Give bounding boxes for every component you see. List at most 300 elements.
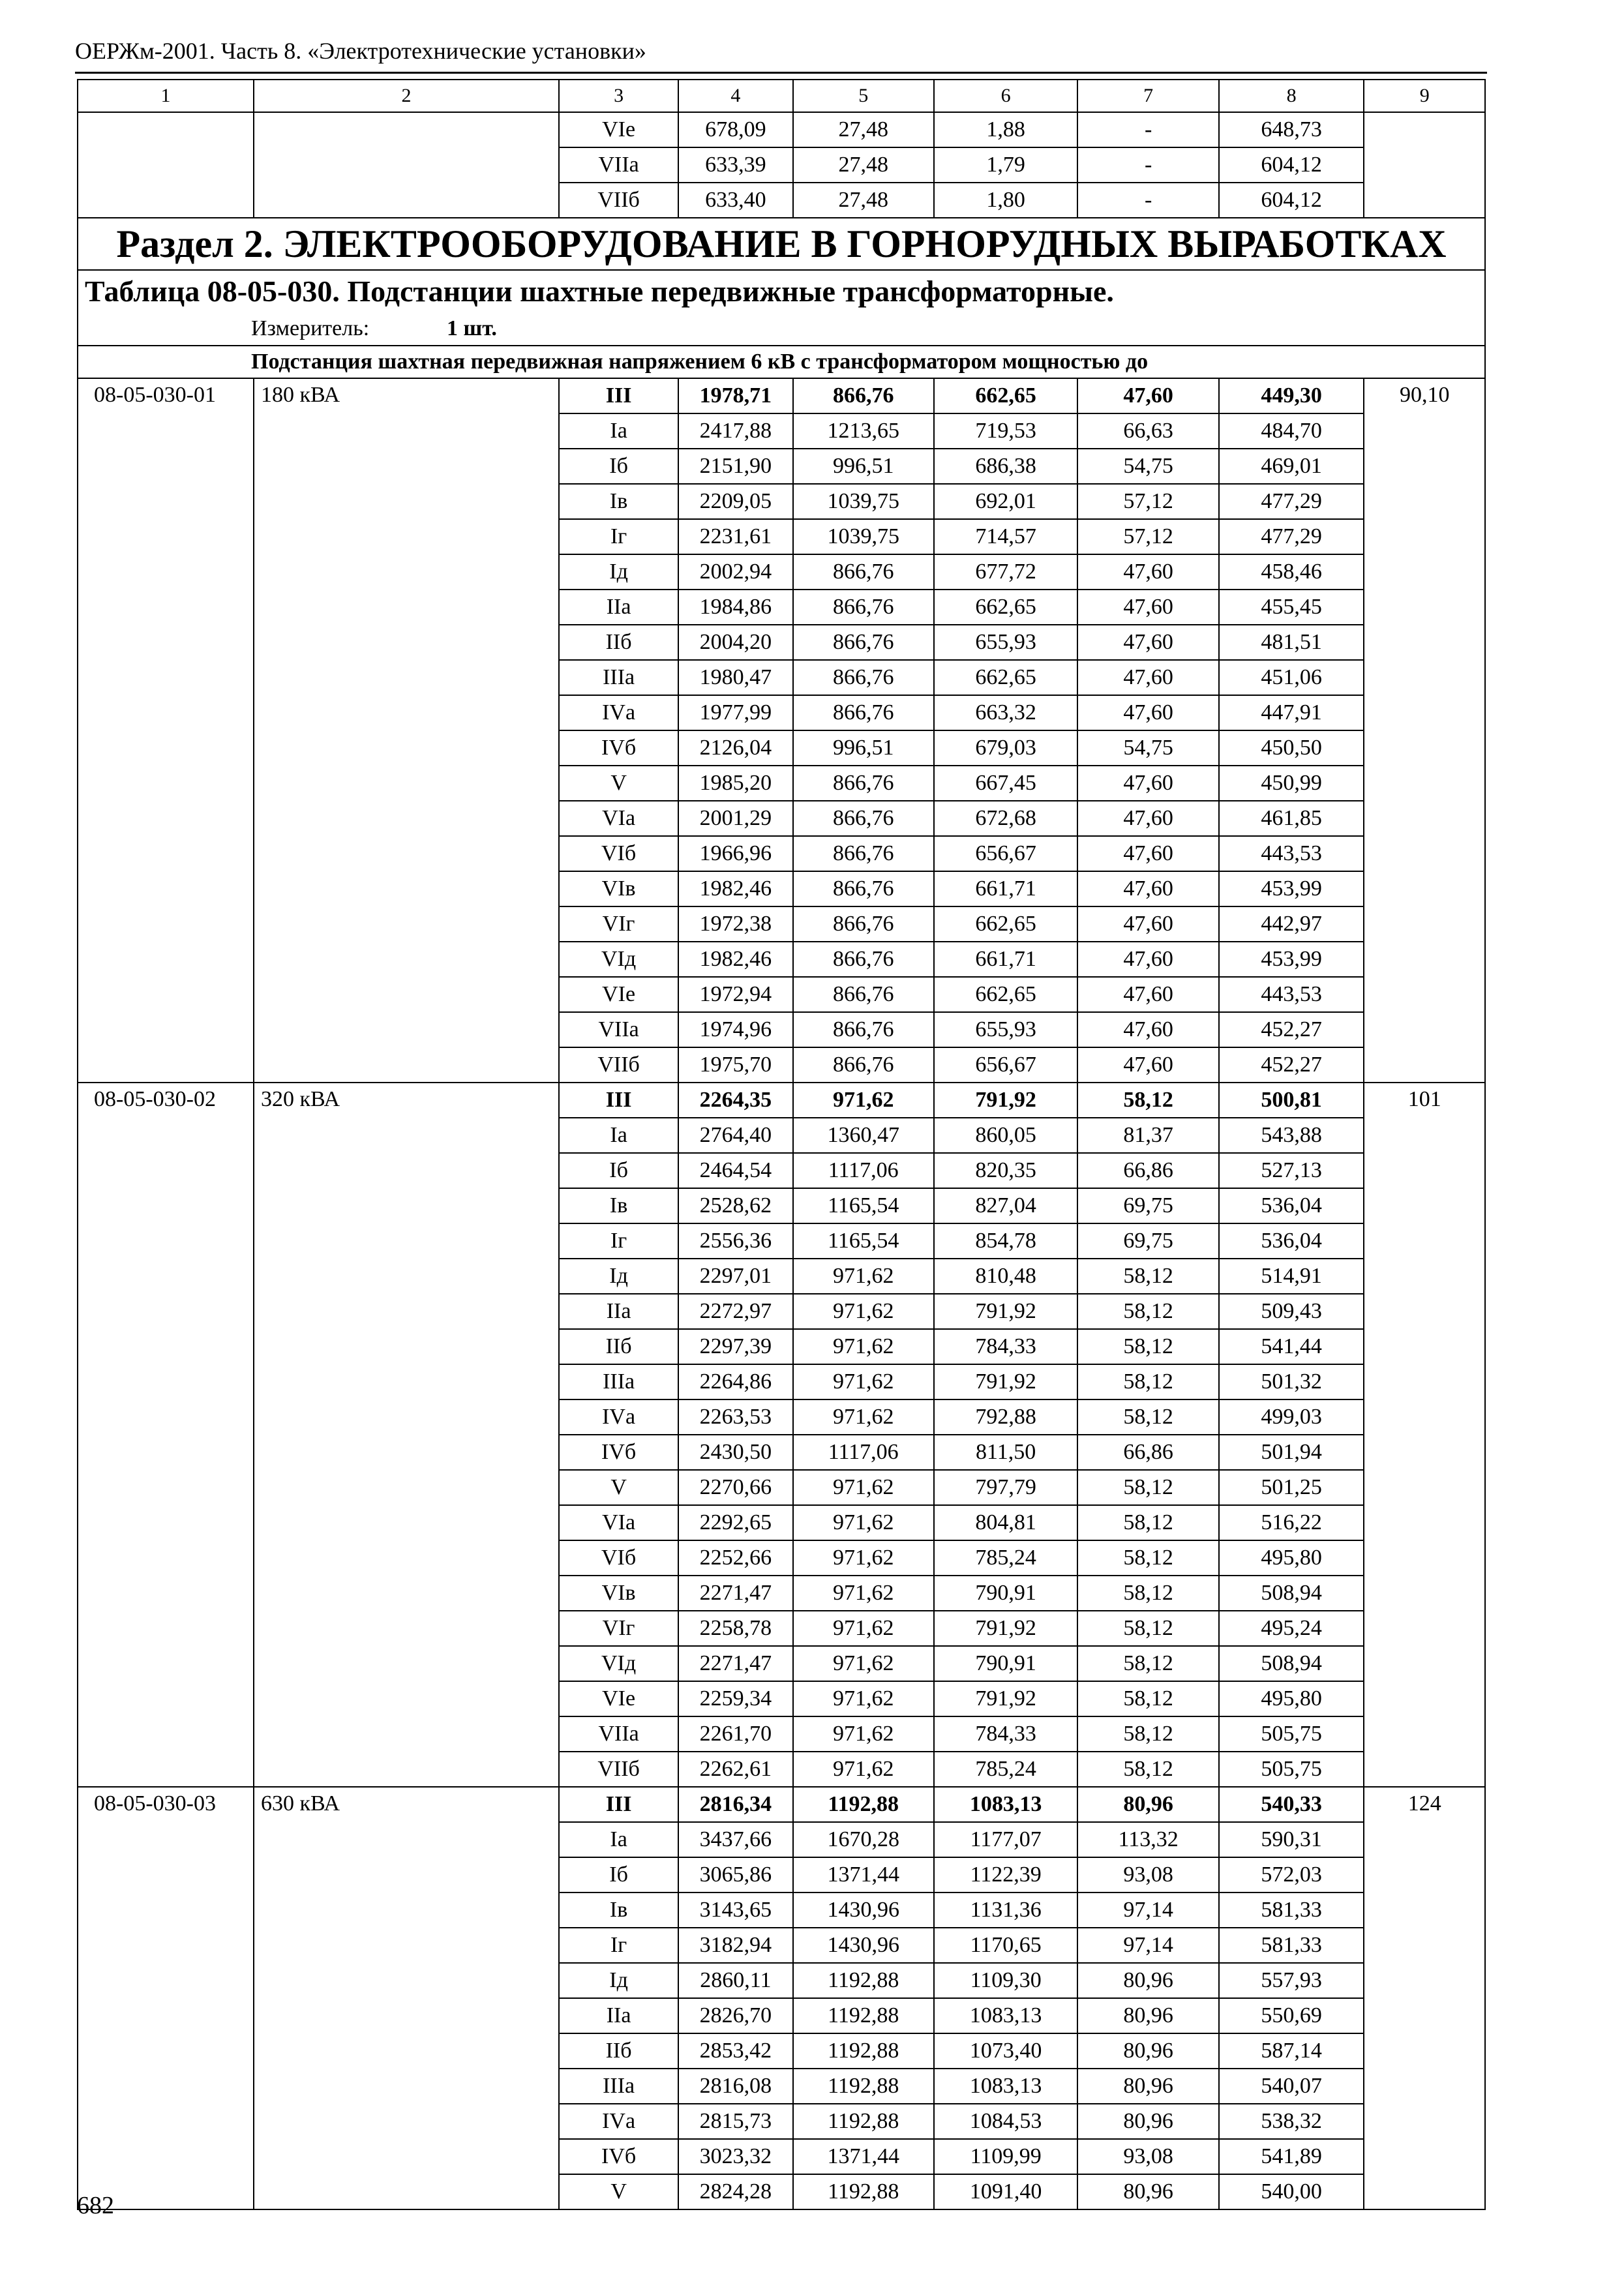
value-cell: 2270,66 xyxy=(678,1470,792,1505)
value-cell: 47,60 xyxy=(1077,1012,1218,1047)
value-cell: 2816,08 xyxy=(678,2069,792,2104)
value-cell: 1192,88 xyxy=(793,1998,934,2033)
value-cell: 971,62 xyxy=(793,1083,934,1118)
value-cell: 663,32 xyxy=(934,695,1078,730)
value-cell: 80,96 xyxy=(1077,2069,1218,2104)
value-cell: 784,33 xyxy=(934,1329,1078,1364)
zone-cell: Iа xyxy=(559,1118,678,1153)
value-cell: 866,76 xyxy=(793,942,934,977)
zone-cell: V xyxy=(559,2174,678,2209)
zone-cell: VIа xyxy=(559,801,678,836)
value-cell: 677,72 xyxy=(934,554,1078,590)
value-cell: 866,76 xyxy=(793,871,934,906)
value-cell: 2271,47 xyxy=(678,1646,792,1681)
col9-cell: 90,10 xyxy=(1364,378,1485,1083)
value-cell: 1,88 xyxy=(934,112,1078,147)
value-cell: 866,76 xyxy=(793,625,934,660)
value-cell: 27,48 xyxy=(793,183,934,218)
value-cell: 54,75 xyxy=(1077,730,1218,766)
value-cell: 996,51 xyxy=(793,449,934,484)
value-cell: 2824,28 xyxy=(678,2174,792,2209)
value-cell: 453,99 xyxy=(1219,942,1364,977)
value-cell: 58,12 xyxy=(1077,1646,1218,1681)
value-cell: 2004,20 xyxy=(678,625,792,660)
table-row xyxy=(78,1787,1485,1822)
value-cell: 1984,86 xyxy=(678,590,792,625)
value-cell: 581,33 xyxy=(1219,1928,1364,1963)
value-cell: 495,24 xyxy=(1219,1611,1364,1646)
value-cell: 866,76 xyxy=(793,977,934,1012)
value-cell: 661,71 xyxy=(934,942,1078,977)
value-cell: 80,96 xyxy=(1077,2033,1218,2069)
zone-cell: Iв xyxy=(559,1893,678,1928)
value-cell: - xyxy=(1077,112,1218,147)
value-cell: 662,65 xyxy=(934,590,1078,625)
zone-cell: VIд xyxy=(559,1646,678,1681)
value-cell: 450,99 xyxy=(1219,766,1364,801)
value-cell: 93,08 xyxy=(1077,1857,1218,1893)
value-cell: 1192,88 xyxy=(793,1963,934,1998)
value-cell: 661,71 xyxy=(934,871,1078,906)
value-cell: 540,33 xyxy=(1219,1787,1364,1822)
column-number: 8 xyxy=(1219,80,1364,112)
zone-cell: IVб xyxy=(559,1435,678,1470)
value-cell: 866,76 xyxy=(793,1047,934,1083)
zone-cell: V xyxy=(559,1470,678,1505)
value-cell: 791,92 xyxy=(934,1364,1078,1399)
zone-cell: VIв xyxy=(559,871,678,906)
value-cell: 452,27 xyxy=(1219,1012,1364,1047)
value-cell: 550,69 xyxy=(1219,1998,1364,2033)
value-cell: 2556,36 xyxy=(678,1223,792,1259)
value-cell: 501,25 xyxy=(1219,1470,1364,1505)
value-cell: 495,80 xyxy=(1219,1540,1364,1576)
value-cell: 581,33 xyxy=(1219,1893,1364,1928)
value-cell: 557,93 xyxy=(1219,1963,1364,1998)
zone-cell: VIе xyxy=(559,112,678,147)
value-cell: 3065,86 xyxy=(678,1857,792,1893)
value-cell: 866,76 xyxy=(793,695,934,730)
zone-cell: IIIа xyxy=(559,1364,678,1399)
value-cell: 536,04 xyxy=(1219,1223,1364,1259)
value-cell: 450,50 xyxy=(1219,730,1364,766)
zone-cell: IVа xyxy=(559,695,678,730)
value-cell: 791,92 xyxy=(934,1083,1078,1118)
value-cell: 590,31 xyxy=(1219,1822,1364,1857)
column-number: 3 xyxy=(559,80,678,112)
value-cell: 633,39 xyxy=(678,147,792,183)
value-cell: 1430,96 xyxy=(793,1893,934,1928)
value-cell: 469,01 xyxy=(1219,449,1364,484)
unit-value: 1 шт. xyxy=(447,316,497,340)
value-cell: 2860,11 xyxy=(678,1963,792,1998)
column-number: 4 xyxy=(678,80,792,112)
value-cell: 501,32 xyxy=(1219,1364,1364,1399)
zone-cell: VIг xyxy=(559,906,678,942)
value-cell: 2261,70 xyxy=(678,1716,792,1752)
value-cell: 58,12 xyxy=(1077,1083,1218,1118)
zone-cell: VIа xyxy=(559,1505,678,1540)
value-cell: 1084,53 xyxy=(934,2104,1078,2139)
value-cell: 508,94 xyxy=(1219,1646,1364,1681)
value-cell: 2209,05 xyxy=(678,484,792,519)
value-cell: 1117,06 xyxy=(793,1435,934,1470)
value-cell: 797,79 xyxy=(934,1470,1078,1505)
value-cell: 452,27 xyxy=(1219,1047,1364,1083)
section-title-row xyxy=(78,218,1485,270)
table-row xyxy=(78,112,1485,147)
value-cell: 1192,88 xyxy=(793,2174,934,2209)
value-cell: 820,35 xyxy=(934,1153,1078,1188)
value-cell: 784,33 xyxy=(934,1716,1078,1752)
value-cell: 54,75 xyxy=(1077,449,1218,484)
zone-cell: IIIа xyxy=(559,660,678,695)
value-cell: 785,24 xyxy=(934,1752,1078,1787)
table-title: Таблица 08-05-030. Подстанции шахтные передвижные трансформаторные. xyxy=(78,270,1485,312)
value-cell: 866,76 xyxy=(793,660,934,695)
value-cell: 58,12 xyxy=(1077,1470,1218,1505)
zone-cell: VIв xyxy=(559,1576,678,1611)
header-rule xyxy=(75,72,1487,74)
value-cell: 790,91 xyxy=(934,1576,1078,1611)
value-cell: 505,75 xyxy=(1219,1716,1364,1752)
value-cell: 1177,07 xyxy=(934,1822,1078,1857)
value-cell: 1192,88 xyxy=(793,2033,934,2069)
value-cell: 453,99 xyxy=(1219,871,1364,906)
value-cell: 58,12 xyxy=(1077,1576,1218,1611)
code-cell: 08-05-030-03 xyxy=(78,1787,254,2209)
zone-cell: VIIб xyxy=(559,1752,678,1787)
zone-cell: IIб xyxy=(559,625,678,660)
zone-cell: Iб xyxy=(559,1857,678,1893)
value-cell: 58,12 xyxy=(1077,1294,1218,1329)
value-cell: 538,32 xyxy=(1219,2104,1364,2139)
col9-cell: 101 xyxy=(1364,1083,1485,1787)
value-cell: 971,62 xyxy=(793,1364,934,1399)
value-cell: 2528,62 xyxy=(678,1188,792,1223)
name-cell: 320 кВА xyxy=(254,1083,559,1787)
col9-cell xyxy=(1364,112,1485,218)
value-cell: 971,62 xyxy=(793,1646,934,1681)
code-cell: 08-05-030-01 xyxy=(78,378,254,1083)
zone-cell: IVб xyxy=(559,2139,678,2174)
value-cell: 971,62 xyxy=(793,1259,934,1294)
value-cell: 58,12 xyxy=(1077,1399,1218,1435)
value-cell: 1039,75 xyxy=(793,519,934,554)
value-cell: 971,62 xyxy=(793,1399,934,1435)
value-cell: 58,12 xyxy=(1077,1364,1218,1399)
value-cell: 47,60 xyxy=(1077,871,1218,906)
value-cell: 3437,66 xyxy=(678,1822,792,1857)
value-cell: 477,29 xyxy=(1219,484,1364,519)
value-cell: 80,96 xyxy=(1077,1998,1218,2033)
value-cell: 971,62 xyxy=(793,1540,934,1576)
column-number: 7 xyxy=(1077,80,1218,112)
column-number: 1 xyxy=(78,80,254,112)
zone-cell: Iа xyxy=(559,413,678,449)
zone-cell: Iб xyxy=(559,1153,678,1188)
value-cell: 58,12 xyxy=(1077,1752,1218,1787)
value-cell: 1091,40 xyxy=(934,2174,1078,2209)
zone-cell: IIа xyxy=(559,590,678,625)
table-title-row xyxy=(78,270,1485,312)
value-cell: 1972,94 xyxy=(678,977,792,1012)
value-cell: 93,08 xyxy=(1077,2139,1218,2174)
zone-cell: VIе xyxy=(559,977,678,1012)
value-cell: 47,60 xyxy=(1077,695,1218,730)
value-cell: 27,48 xyxy=(793,147,934,183)
value-cell: 1371,44 xyxy=(793,1857,934,1893)
value-cell: 996,51 xyxy=(793,730,934,766)
value-cell: 1192,88 xyxy=(793,2069,934,2104)
value-cell: 1165,54 xyxy=(793,1188,934,1223)
value-cell: 1985,20 xyxy=(678,766,792,801)
value-cell: 499,03 xyxy=(1219,1399,1364,1435)
value-cell: 692,01 xyxy=(934,484,1078,519)
value-cell: 443,53 xyxy=(1219,977,1364,1012)
value-cell: 2231,61 xyxy=(678,519,792,554)
value-cell: 3182,94 xyxy=(678,1928,792,1963)
zone-cell: VIIа xyxy=(559,1012,678,1047)
value-cell: 811,50 xyxy=(934,1435,1078,1470)
value-cell: 2272,97 xyxy=(678,1294,792,1329)
zone-cell: Iв xyxy=(559,484,678,519)
zone-cell: III xyxy=(559,378,678,413)
value-cell: 47,60 xyxy=(1077,625,1218,660)
value-cell: 1982,46 xyxy=(678,871,792,906)
unit-label: Измеритель: xyxy=(251,316,370,340)
value-cell: 97,14 xyxy=(1077,1893,1218,1928)
value-cell: 47,60 xyxy=(1077,836,1218,871)
value-cell: 2430,50 xyxy=(678,1435,792,1470)
unit-cell xyxy=(78,312,1485,346)
zone-cell: Iв xyxy=(559,1188,678,1223)
value-cell: 1192,88 xyxy=(793,1787,934,1822)
value-cell: 2464,54 xyxy=(678,1153,792,1188)
column-number: 5 xyxy=(793,80,934,112)
value-cell: 656,67 xyxy=(934,1047,1078,1083)
subheading-row xyxy=(78,346,1485,378)
value-cell: 971,62 xyxy=(793,1681,934,1716)
value-cell: 1975,70 xyxy=(678,1047,792,1083)
value-cell: 47,60 xyxy=(1077,801,1218,836)
section-title: Раздел 2. ЭЛЕКТРООБОРУДОВАНИЕ В ГОРНОРУДНЫХ ВЫРАБОТКАХ xyxy=(78,218,1485,270)
value-cell: 449,30 xyxy=(1219,378,1364,413)
value-cell: 495,80 xyxy=(1219,1681,1364,1716)
value-cell: 47,60 xyxy=(1077,766,1218,801)
value-cell: 1670,28 xyxy=(793,1822,934,1857)
value-cell: 791,92 xyxy=(934,1681,1078,1716)
value-cell: 1980,47 xyxy=(678,660,792,695)
value-cell: 442,97 xyxy=(1219,906,1364,942)
zone-cell: VIб xyxy=(559,836,678,871)
zone-cell: IIб xyxy=(559,2033,678,2069)
value-cell: 866,76 xyxy=(793,378,934,413)
value-cell: 69,75 xyxy=(1077,1223,1218,1259)
table-row xyxy=(78,378,1485,413)
zone-cell: IIб xyxy=(559,1329,678,1364)
value-cell: 1,80 xyxy=(934,183,1078,218)
value-cell: 1974,96 xyxy=(678,1012,792,1047)
value-cell: 58,12 xyxy=(1077,1611,1218,1646)
value-cell: 648,73 xyxy=(1219,112,1364,147)
value-cell: 785,24 xyxy=(934,1540,1078,1576)
value-cell: 27,48 xyxy=(793,112,934,147)
value-cell: 827,04 xyxy=(934,1188,1078,1223)
value-cell: 810,48 xyxy=(934,1259,1078,1294)
zone-cell: IIа xyxy=(559,1998,678,2033)
value-cell: 2853,42 xyxy=(678,2033,792,2069)
value-cell: 514,91 xyxy=(1219,1259,1364,1294)
column-number: 6 xyxy=(934,80,1078,112)
value-cell: 2126,04 xyxy=(678,730,792,766)
value-cell: 69,75 xyxy=(1077,1188,1218,1223)
value-cell: 2816,34 xyxy=(678,1787,792,1822)
value-cell: 1213,65 xyxy=(793,413,934,449)
value-cell: 866,76 xyxy=(793,836,934,871)
value-cell: 2826,70 xyxy=(678,1998,792,2033)
value-cell: 1083,13 xyxy=(934,2069,1078,2104)
page-number: 682 xyxy=(77,2192,114,2219)
unit-row xyxy=(78,312,1485,346)
zone-cell: IVа xyxy=(559,2104,678,2139)
value-cell: 1966,96 xyxy=(678,836,792,871)
value-cell: 1430,96 xyxy=(793,1928,934,1963)
table-row xyxy=(78,1083,1485,1118)
value-cell: 2417,88 xyxy=(678,413,792,449)
value-cell: 113,32 xyxy=(1077,1822,1218,1857)
value-cell: 2292,65 xyxy=(678,1505,792,1540)
zone-cell: VIе xyxy=(559,1681,678,1716)
value-cell: 1109,99 xyxy=(934,2139,1078,2174)
col9-cell: 124 xyxy=(1364,1787,1485,2209)
value-cell: 57,12 xyxy=(1077,484,1218,519)
value-cell: 971,62 xyxy=(793,1329,934,1364)
zone-cell: VIIб xyxy=(559,1047,678,1083)
value-cell: 540,07 xyxy=(1219,2069,1364,2104)
value-cell: 58,12 xyxy=(1077,1259,1218,1294)
value-cell: 791,92 xyxy=(934,1611,1078,1646)
value-cell: 679,03 xyxy=(934,730,1078,766)
value-cell: 47,60 xyxy=(1077,906,1218,942)
value-cell: 604,12 xyxy=(1219,183,1364,218)
value-cell: 458,46 xyxy=(1219,554,1364,590)
value-cell: 527,13 xyxy=(1219,1153,1364,1188)
value-cell: 1978,71 xyxy=(678,378,792,413)
document-header: ОЕРЖм-2001. Часть 8. «Электротехнические установки» xyxy=(75,38,646,64)
value-cell: 500,81 xyxy=(1219,1083,1364,1118)
value-cell: 662,65 xyxy=(934,378,1078,413)
value-cell: 971,62 xyxy=(793,1470,934,1505)
value-cell: 80,96 xyxy=(1077,2174,1218,2209)
value-cell: 572,03 xyxy=(1219,1857,1364,1893)
value-cell: 81,37 xyxy=(1077,1118,1218,1153)
zone-cell: Iб xyxy=(559,449,678,484)
value-cell: 667,45 xyxy=(934,766,1078,801)
value-cell: 971,62 xyxy=(793,1576,934,1611)
value-cell: 971,62 xyxy=(793,1505,934,1540)
value-cell: 66,86 xyxy=(1077,1435,1218,1470)
column-number-row xyxy=(78,80,1485,112)
zone-cell: VIIа xyxy=(559,147,678,183)
zone-cell: VIIб xyxy=(559,183,678,218)
value-cell: 509,43 xyxy=(1219,1294,1364,1329)
value-cell: 443,53 xyxy=(1219,836,1364,871)
value-cell: 66,63 xyxy=(1077,413,1218,449)
value-cell: 58,12 xyxy=(1077,1329,1218,1364)
value-cell: 662,65 xyxy=(934,660,1078,695)
value-cell: 47,60 xyxy=(1077,660,1218,695)
value-cell: 455,45 xyxy=(1219,590,1364,625)
value-cell: 1073,40 xyxy=(934,2033,1078,2069)
value-cell: 47,60 xyxy=(1077,590,1218,625)
value-cell: 866,76 xyxy=(793,906,934,942)
value-cell: 501,94 xyxy=(1219,1435,1364,1470)
value-cell: 1109,30 xyxy=(934,1963,1078,1998)
value-cell: 672,68 xyxy=(934,801,1078,836)
value-cell: 80,96 xyxy=(1077,1787,1218,1822)
value-cell: 1165,54 xyxy=(793,1223,934,1259)
zone-cell: Iа xyxy=(559,1822,678,1857)
value-cell: 804,81 xyxy=(934,1505,1078,1540)
zone-cell: VIг xyxy=(559,1611,678,1646)
zone-cell: Iд xyxy=(559,1259,678,1294)
value-cell: 3023,32 xyxy=(678,2139,792,2174)
value-cell: 80,96 xyxy=(1077,1963,1218,1998)
value-cell: 792,88 xyxy=(934,1399,1078,1435)
value-cell: 1982,46 xyxy=(678,942,792,977)
value-cell: 47,60 xyxy=(1077,942,1218,977)
value-cell: 1122,39 xyxy=(934,1857,1078,1893)
value-cell: 3143,65 xyxy=(678,1893,792,1928)
value-cell: 866,76 xyxy=(793,590,934,625)
name-cell: 630 кВА xyxy=(254,1787,559,2209)
value-cell: 791,92 xyxy=(934,1294,1078,1329)
value-cell: 866,76 xyxy=(793,766,934,801)
value-cell: 516,22 xyxy=(1219,1505,1364,1540)
value-cell: 1,79 xyxy=(934,147,1078,183)
zone-cell: Iг xyxy=(559,1223,678,1259)
value-cell: 1192,88 xyxy=(793,2104,934,2139)
zone-cell: VIб xyxy=(559,1540,678,1576)
value-cell: 2297,39 xyxy=(678,1329,792,1364)
rates-table xyxy=(77,79,1486,2210)
value-cell: 604,12 xyxy=(1219,147,1364,183)
column-number: 2 xyxy=(254,80,559,112)
value-cell: 1039,75 xyxy=(793,484,934,519)
value-cell: 633,40 xyxy=(678,183,792,218)
value-cell: 655,93 xyxy=(934,625,1078,660)
zone-cell: Iд xyxy=(559,554,678,590)
value-cell: 686,38 xyxy=(934,449,1078,484)
value-cell: 58,12 xyxy=(1077,1681,1218,1716)
value-cell: 2297,01 xyxy=(678,1259,792,1294)
value-cell: 971,62 xyxy=(793,1611,934,1646)
value-cell: 2264,86 xyxy=(678,1364,792,1399)
value-cell: 2259,34 xyxy=(678,1681,792,1716)
value-cell: 2262,61 xyxy=(678,1752,792,1787)
value-cell: 1977,99 xyxy=(678,695,792,730)
value-cell: 536,04 xyxy=(1219,1188,1364,1223)
value-cell: 505,75 xyxy=(1219,1752,1364,1787)
value-cell: 57,12 xyxy=(1077,519,1218,554)
value-cell: 866,76 xyxy=(793,1012,934,1047)
value-cell: - xyxy=(1077,183,1218,218)
zone-cell: V xyxy=(559,766,678,801)
value-cell: 543,88 xyxy=(1219,1118,1364,1153)
value-cell: 47,60 xyxy=(1077,554,1218,590)
value-cell: 2258,78 xyxy=(678,1611,792,1646)
